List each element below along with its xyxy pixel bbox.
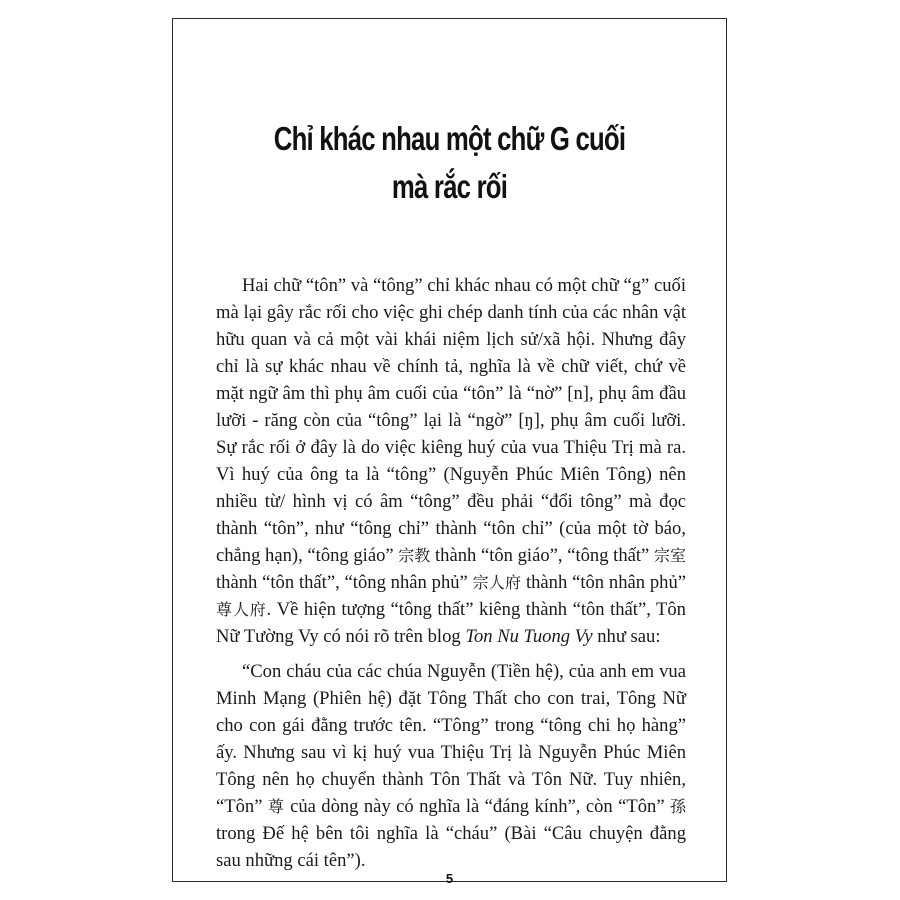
paragraph-1-text: thành “tôn giáo”, “tông thất” xyxy=(430,545,654,566)
chinese-characters: 宗人府 xyxy=(472,573,522,592)
chapter-title-line-1: Chỉ khác nhau một chữ G cuối xyxy=(273,120,626,157)
quote-paragraph xyxy=(216,658,686,874)
blog-name: Ton Nu Tuong Vy xyxy=(465,626,593,647)
chinese-characters: 宗室 xyxy=(653,546,686,565)
chinese-characters: 宗教 xyxy=(398,546,431,565)
paragraph-1-text: Hai chữ “tôn” và “tông” chỉ khác nhau có một chữ “g” cuối mà lại gây rắc rối cho việc ghi chép danh tính của các nhân vật hữu quan và cả một vài khái niệm lịch sử/xã hội. Nhưng đây chỉ là sự khác nhau về chính tả, nghĩa là về chữ viết, chứ về mặt ngữ âm thì phụ âm cuối của “tôn” là “nờ” [n], phụ âm đầu lưỡi - răng còn của “tông” lại là “ngờ” [ŋ], phụ âm cuối lưỡi. Sự rắc rối ở đây là do việc kiêng huý của vua Thiệu Trị mà ra. Vì huý của ông ta là “tông” (Nguyễn Phúc Miên Tông) nên nhiều từ/ hình vị có âm “tông” đều phải “đổi tông” mà đọc thành “tôn”, như “tông chỉ” thành “tôn chỉ” (của một tờ báo, chẳng hạn), “tông giáo” xyxy=(216,275,686,566)
book-page xyxy=(172,18,727,886)
quote-text: “Con cháu của các chúa Nguyễn (Tiền hệ), của anh em vua Minh Mạng (Phiên hệ) đặt Tông Thất cho con trai, Tông Nữ cho con gái đằng trước tên. “Tông” trong “tông chi họ hàng” ấy. Nhưng sau vì kị huý vua Thiệu Trị là Nguyễn Phúc Miên Tông nên họ chuyển thành Tôn Thất và Tôn Nữ. Tuy nhiên, “Tôn” xyxy=(216,661,686,817)
paragraph-1-text: thành “tôn nhân phủ” xyxy=(521,572,687,593)
chapter-title xyxy=(234,115,665,211)
paragraph-1 xyxy=(216,272,686,650)
body-text xyxy=(216,272,686,874)
paragraph-1-text: như sau: xyxy=(592,626,661,647)
chinese-characters: 孫 xyxy=(669,797,686,816)
chapter-title-line-2: mà rắc rối xyxy=(391,168,508,205)
chinese-characters: 尊 xyxy=(267,797,285,816)
quote-text: trong Đế hệ bên tôi nghĩa là “cháu” (Bài “Câu chuyện đằng sau những cái tên”). xyxy=(216,823,686,871)
quote-text: của dòng này có nghĩa là “đáng kính”, còn “Tôn” xyxy=(284,796,670,817)
paragraph-1-text: . Về hiện tượng “tông thất” kiêng thành “tôn thất”, Tôn Nữ Tường Vy có nói rõ trên blog xyxy=(216,599,686,647)
page-number: 5 xyxy=(445,871,454,886)
paragraph-1-text: thành “tôn thất”, “tông nhân phủ” xyxy=(216,572,473,593)
chinese-characters: 尊人府 xyxy=(216,600,267,619)
